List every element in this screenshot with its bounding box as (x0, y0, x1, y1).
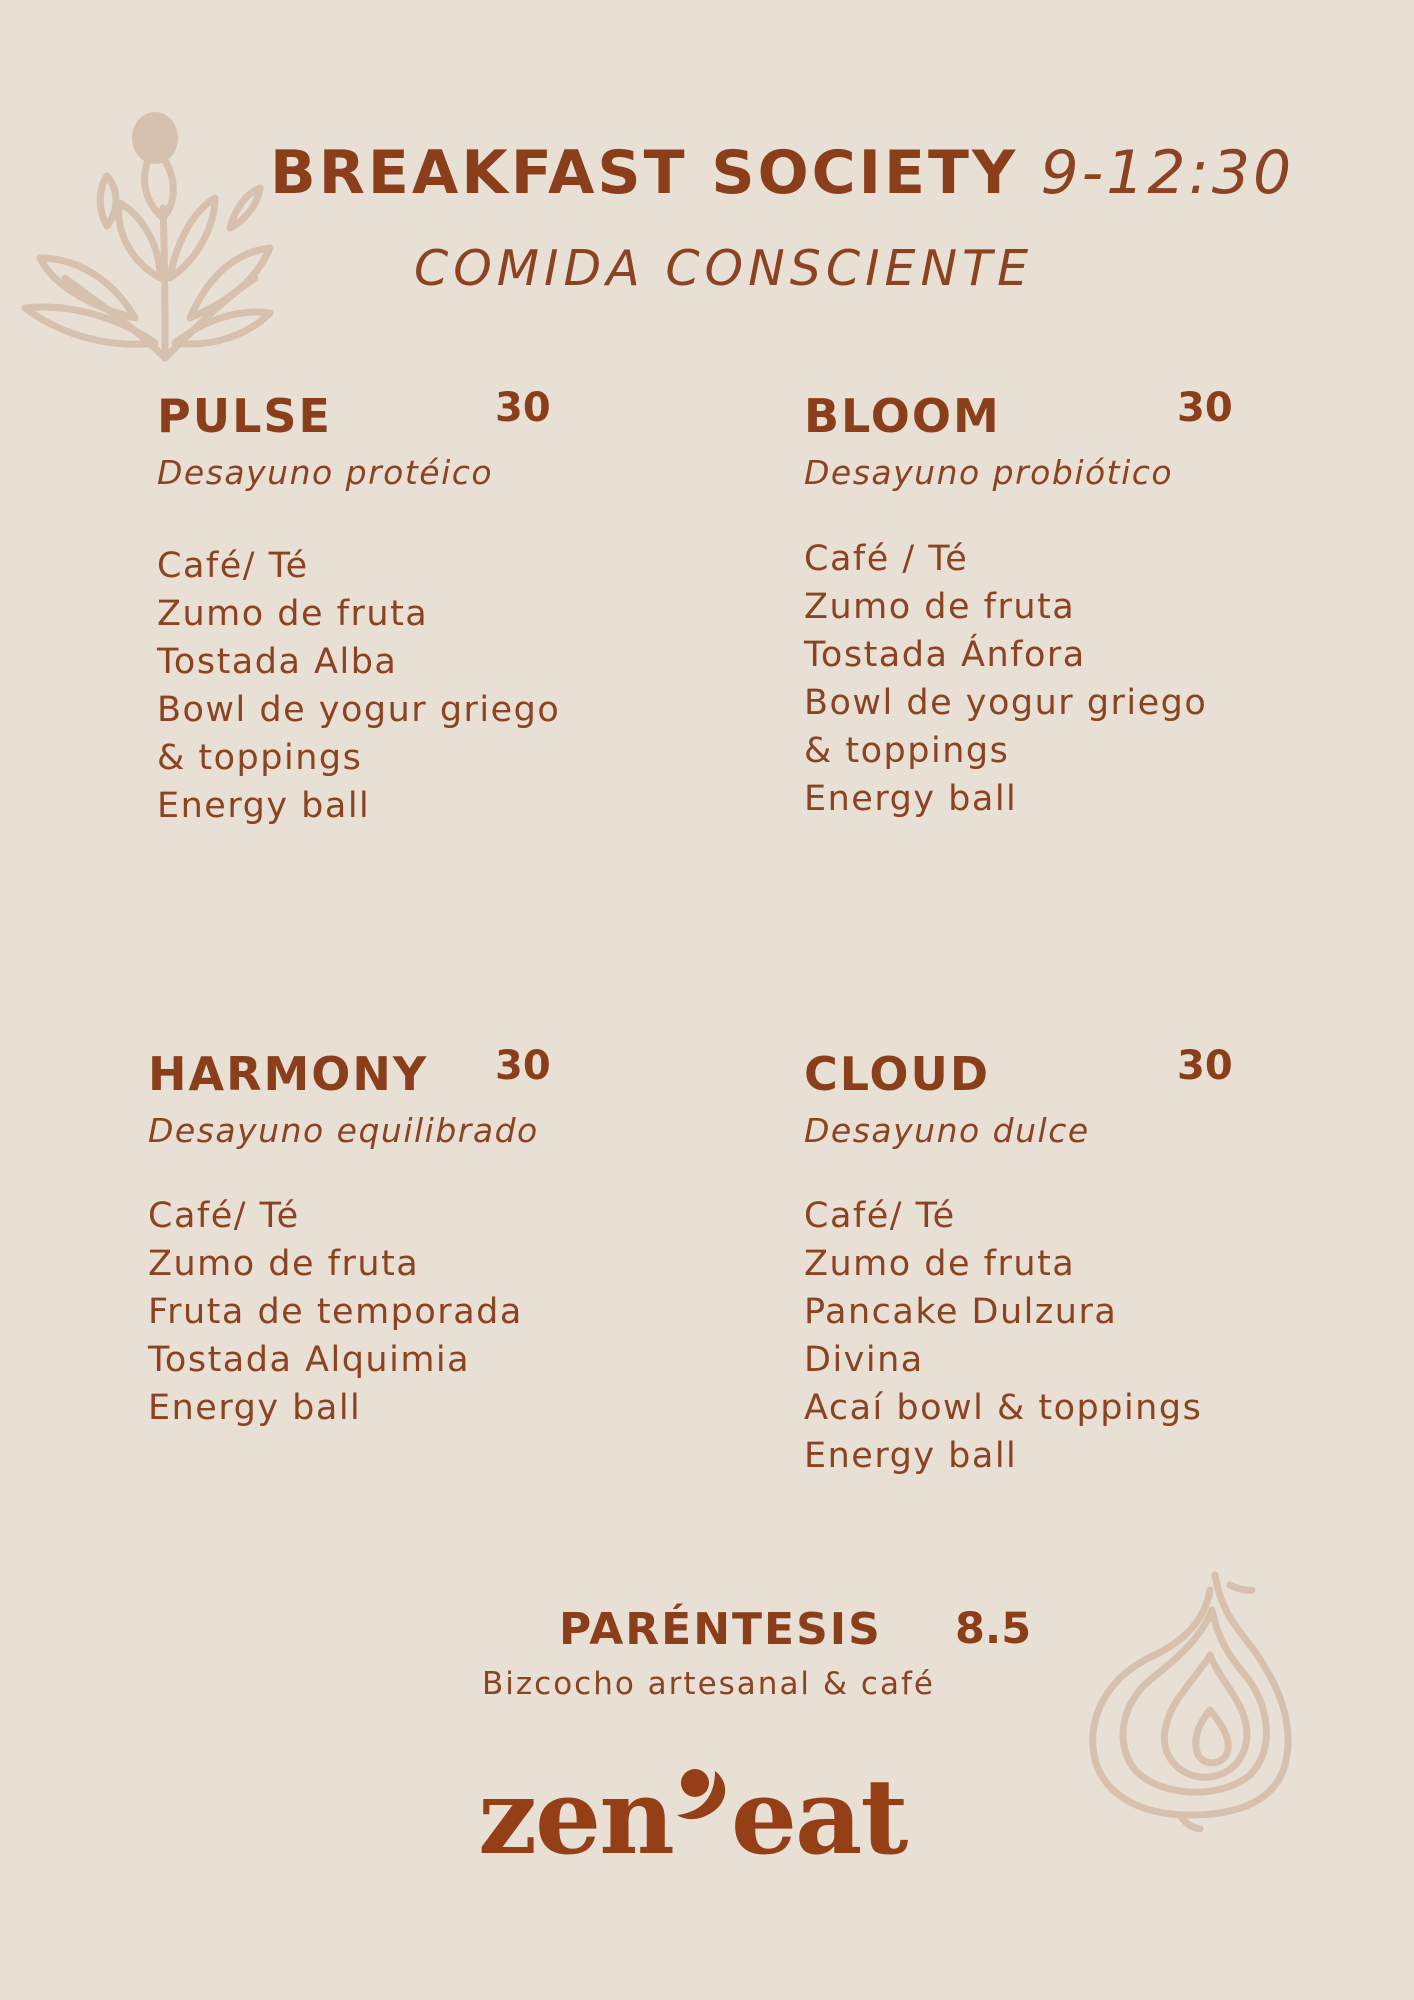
logo-text-right: eat (730, 1755, 907, 1878)
extra-item-description: Bizcocho artesanal & café (482, 1666, 935, 1702)
item-list (148, 1192, 588, 1432)
list-item: Acaí bowl & toppings (804, 1388, 1203, 1428)
section-price: 30 (495, 1043, 551, 1089)
list-item: Energy ball (148, 1388, 362, 1428)
logo-text-left: zen (478, 1755, 673, 1878)
menu-section-cloud (804, 1043, 1244, 1480)
list-item: Zumo de fruta (804, 587, 1076, 627)
section-price: 30 (1177, 385, 1233, 431)
item-list (804, 535, 1244, 823)
list-item: Energy ball (804, 779, 1018, 819)
title-hours: 9-12:30 (1040, 138, 1295, 208)
list-item: Zumo de fruta (804, 1244, 1076, 1284)
item-list (804, 1192, 1244, 1480)
list-item: Tostada Alba (157, 642, 398, 682)
section-header (157, 385, 597, 447)
section-price: 30 (495, 385, 551, 431)
section-header (804, 1043, 1244, 1105)
title-name: BREAKFAST SOCIETY (270, 138, 1019, 208)
item-list (157, 542, 597, 830)
menu-section-pulse (157, 385, 597, 830)
list-item: Bowl de yogur griego (157, 690, 561, 730)
leaf-plant-icon (15, 108, 285, 368)
extra-item-price: 8.5 (955, 1604, 1032, 1654)
brand-logo (478, 1755, 906, 1878)
section-header (148, 1043, 588, 1105)
list-item: Café/ Té (148, 1196, 300, 1236)
section-description: Desayuno probiótico (804, 453, 1174, 492)
section-name: PULSE (157, 389, 332, 443)
section-header (804, 385, 1244, 447)
logo-mark-icon (673, 1763, 731, 1823)
section-description: Desayuno protéico (157, 453, 494, 492)
list-item: Tostada Ánfora (804, 635, 1086, 675)
list-item: Pancake Dulzura (804, 1292, 1118, 1332)
menu-section-bloom (804, 385, 1244, 823)
list-item: Café/ Té (157, 546, 309, 586)
list-item: Café/ Té (804, 1196, 956, 1236)
list-item: Bowl de yogur griego (804, 683, 1208, 723)
page-subtitle: COMIDA CONSCIENTE (414, 240, 1034, 297)
list-item: Energy ball (157, 786, 371, 826)
section-price: 30 (1177, 1043, 1233, 1089)
list-item: Divina (804, 1340, 924, 1380)
list-item: & toppings (157, 738, 363, 778)
section-name: CLOUD (804, 1047, 991, 1101)
list-item: & toppings (804, 731, 1010, 771)
section-name: HARMONY (148, 1047, 429, 1101)
section-description: Desayuno dulce (804, 1111, 1090, 1150)
extra-item-name: PARÉNTESIS (559, 1604, 882, 1655)
onion-icon (1080, 1565, 1300, 1835)
list-item: Café / Té (804, 539, 969, 579)
list-item: Energy ball (804, 1436, 1018, 1476)
list-item: Tostada Alquimia (148, 1340, 471, 1380)
page-title (270, 138, 1295, 208)
menu-section-harmony (148, 1043, 588, 1432)
section-description: Desayuno equilibrado (148, 1111, 539, 1150)
section-name: BLOOM (804, 389, 1001, 443)
list-item: Zumo de fruta (148, 1244, 420, 1284)
list-item: Zumo de fruta (157, 594, 429, 634)
list-item: Fruta de temporada (148, 1292, 523, 1332)
